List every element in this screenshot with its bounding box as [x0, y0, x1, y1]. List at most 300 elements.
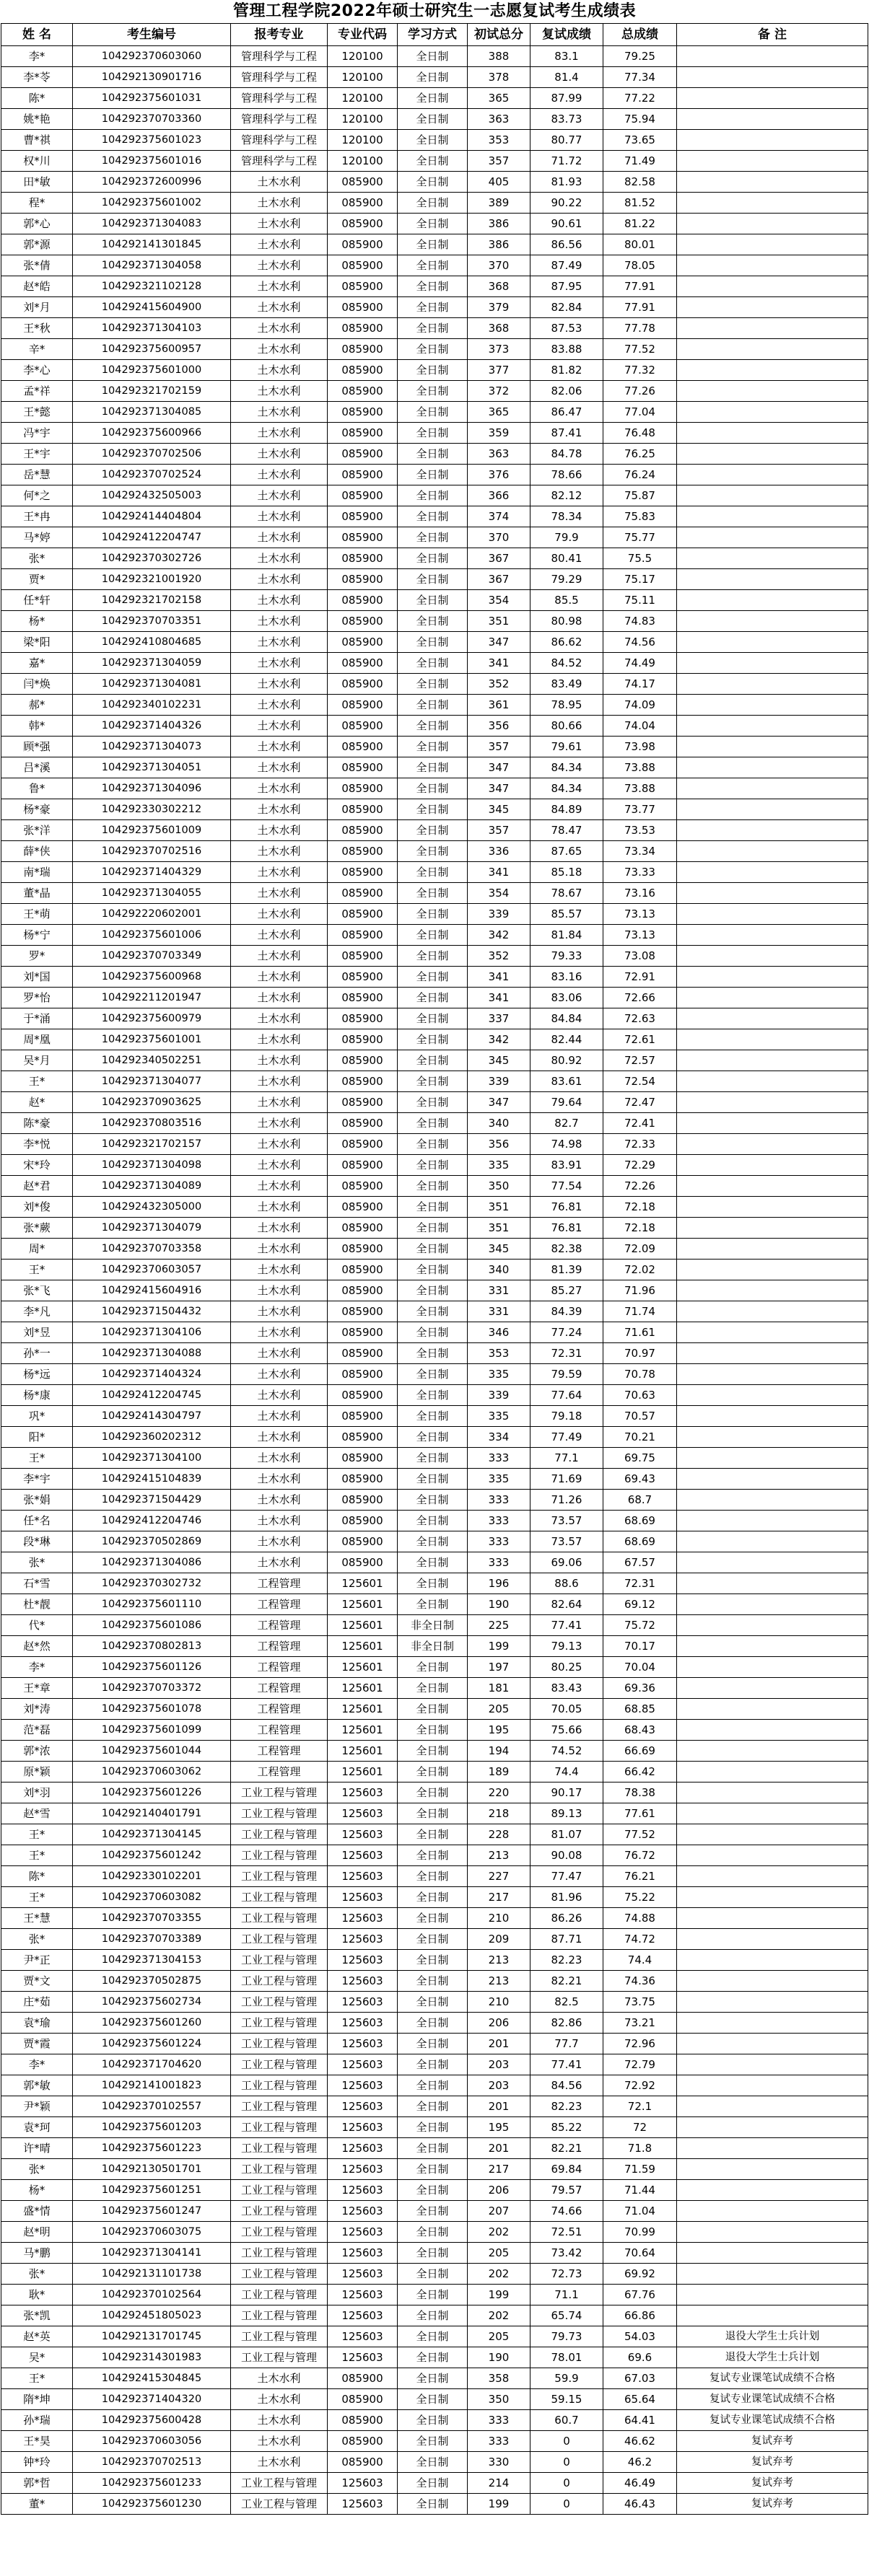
cell-initial-score: 345 [468, 799, 530, 820]
cell-study-mode: 全日制 [398, 1385, 468, 1406]
table-row [1, 1322, 868, 1343]
cell-initial-score: 341 [468, 967, 530, 988]
cell-exam-id: 104292371304081 [73, 674, 231, 695]
cell-remarks [677, 193, 868, 214]
cell-major: 工程管理 [231, 1594, 328, 1615]
cell-major-code: 085900 [328, 946, 398, 967]
cell-name: 孙*瑞 [1, 2410, 73, 2431]
table-row [1, 1824, 868, 1845]
cell-remarks [677, 1552, 868, 1573]
cell-remarks [677, 1699, 868, 1720]
cell-total-score: 74.88 [603, 1908, 677, 1929]
cell-name: 王* [1, 1260, 73, 1280]
table-row [1, 904, 868, 925]
cell-remarks [677, 2243, 868, 2264]
cell-exam-id: 104292370502875 [73, 1971, 231, 1992]
cell-remarks [677, 1866, 868, 1887]
cell-name: 赵*英 [1, 2326, 73, 2347]
cell-major-code: 120100 [328, 88, 398, 109]
cell-exam-id: 104292360202312 [73, 1427, 231, 1448]
cell-major-code: 125603 [328, 2034, 398, 2054]
cell-initial-score: 350 [468, 1176, 530, 1197]
cell-total-score: 72.79 [603, 2054, 677, 2075]
table-row [1, 2305, 868, 2326]
cell-major-code: 125603 [328, 2243, 398, 2264]
table-row [1, 1908, 868, 1929]
cell-retest-score: 84.78 [530, 444, 603, 465]
score-table [1, 23, 868, 2515]
cell-total-score: 73.75 [603, 1992, 677, 2013]
cell-initial-score: 209 [468, 1929, 530, 1950]
cell-study-mode: 全日制 [398, 1176, 468, 1197]
cell-initial-score: 333 [468, 2410, 530, 2431]
cell-total-score: 67.57 [603, 1552, 677, 1573]
cell-retest-score: 83.61 [530, 1071, 603, 1092]
cell-retest-score: 73.57 [530, 1511, 603, 1531]
cell-study-mode: 全日制 [398, 255, 468, 276]
cell-remarks [677, 1260, 868, 1280]
cell-study-mode: 全日制 [398, 1971, 468, 1992]
cell-major-code: 085900 [328, 234, 398, 255]
cell-name: 杨*康 [1, 1385, 73, 1406]
cell-name: 赵* [1, 1092, 73, 1113]
cell-study-mode: 全日制 [398, 1950, 468, 1971]
cell-major-code: 085900 [328, 1176, 398, 1197]
cell-study-mode: 全日制 [398, 1992, 468, 2013]
cell-remarks [677, 1469, 868, 1490]
cell-initial-score: 361 [468, 695, 530, 716]
cell-study-mode: 全日制 [398, 1008, 468, 1029]
cell-study-mode: 全日制 [398, 1511, 468, 1531]
cell-study-mode: 全日制 [398, 234, 468, 255]
cell-remarks [677, 590, 868, 611]
cell-total-score: 77.04 [603, 402, 677, 423]
cell-name: 王* [1, 2368, 73, 2389]
cell-name: 李*宇 [1, 1469, 73, 1490]
cell-initial-score: 367 [468, 548, 530, 569]
cell-exam-id: 104292375600428 [73, 2410, 231, 2431]
cell-exam-id: 104292131701745 [73, 2326, 231, 2347]
cell-remarks [677, 402, 868, 423]
cell-study-mode: 全日制 [398, 1155, 468, 1176]
cell-major-code: 125603 [328, 1803, 398, 1824]
cell-study-mode: 全日制 [398, 2264, 468, 2285]
cell-initial-score: 354 [468, 883, 530, 904]
cell-name: 姚*艳 [1, 109, 73, 130]
table-row [1, 1552, 868, 1573]
cell-major-code: 085900 [328, 1050, 398, 1071]
cell-major: 土木水利 [231, 590, 328, 611]
cell-major-code: 085900 [328, 757, 398, 778]
cell-retest-score: 80.25 [530, 1657, 603, 1678]
cell-remarks [677, 1029, 868, 1050]
cell-study-mode: 全日制 [398, 862, 468, 883]
table-row [1, 1573, 868, 1594]
cell-initial-score: 202 [468, 2305, 530, 2326]
table-row [1, 1511, 868, 1531]
cell-major: 管理科学与工程 [231, 151, 328, 172]
cell-exam-id: 104292371504429 [73, 1490, 231, 1511]
cell-study-mode: 全日制 [398, 1594, 468, 1615]
cell-initial-score: 335 [468, 1469, 530, 1490]
cell-exam-id: 104292375601224 [73, 2034, 231, 2054]
cell-retest-score: 86.62 [530, 632, 603, 653]
cell-name: 罗* [1, 946, 73, 967]
cell-exam-id: 104292130901716 [73, 67, 231, 88]
cell-name: 李* [1, 46, 73, 67]
table-row [1, 632, 868, 653]
cell-remarks [677, 1929, 868, 1950]
cell-major-code: 085900 [328, 318, 398, 339]
cell-major: 土木水利 [231, 925, 328, 946]
header-row [1, 24, 868, 46]
cell-total-score: 73.08 [603, 946, 677, 967]
cell-major: 工业工程与管理 [231, 1824, 328, 1845]
cell-remarks [677, 904, 868, 925]
cell-name: 张* [1, 548, 73, 569]
cell-initial-score: 220 [468, 1782, 530, 1803]
cell-remarks [677, 1092, 868, 1113]
cell-major-code: 125603 [328, 2180, 398, 2201]
table-row [1, 1845, 868, 1866]
table-row [1, 46, 868, 67]
table-row [1, 1385, 868, 1406]
cell-remarks [677, 1657, 868, 1678]
cell-remarks [677, 1050, 868, 1071]
cell-initial-score: 333 [468, 2431, 530, 2452]
cell-major-code: 125601 [328, 1615, 398, 1636]
cell-retest-score: 77.64 [530, 1385, 603, 1406]
cell-remarks [677, 799, 868, 820]
cell-retest-score: 71.72 [530, 151, 603, 172]
cell-name: 嘉* [1, 653, 73, 674]
cell-total-score: 75.17 [603, 569, 677, 590]
cell-total-score: 71.04 [603, 2201, 677, 2222]
cell-name: 郭*心 [1, 214, 73, 234]
cell-study-mode: 全日制 [398, 988, 468, 1008]
cell-total-score: 73.98 [603, 737, 677, 757]
cell-total-score: 78.38 [603, 1782, 677, 1803]
cell-initial-score: 333 [468, 1448, 530, 1469]
cell-name: 顾*强 [1, 737, 73, 757]
cell-study-mode: 全日制 [398, 1678, 468, 1699]
cell-major: 土木水利 [231, 465, 328, 485]
cell-exam-id: 104292375601203 [73, 2117, 231, 2138]
cell-major-code: 125603 [328, 2494, 398, 2515]
cell-major-code: 085900 [328, 1155, 398, 1176]
cell-retest-score: 59.15 [530, 2389, 603, 2410]
cell-major-code: 125603 [328, 2326, 398, 2347]
cell-study-mode: 全日制 [398, 1427, 468, 1448]
table-row [1, 130, 868, 151]
cell-initial-score: 339 [468, 904, 530, 925]
table-row [1, 1636, 868, 1657]
table-row [1, 1071, 868, 1092]
cell-name: 李*心 [1, 360, 73, 381]
cell-major: 工程管理 [231, 1615, 328, 1636]
cell-major-code: 125603 [328, 1782, 398, 1803]
cell-initial-score: 334 [468, 1427, 530, 1448]
cell-total-score: 68.43 [603, 1720, 677, 1741]
cell-major: 管理科学与工程 [231, 88, 328, 109]
cell-retest-score: 82.7 [530, 1113, 603, 1134]
cell-study-mode: 全日制 [398, 799, 468, 820]
cell-major: 工业工程与管理 [231, 2180, 328, 2201]
cell-exam-id: 104292375601000 [73, 360, 231, 381]
cell-study-mode: 全日制 [398, 2410, 468, 2431]
cell-remarks [677, 88, 868, 109]
cell-retest-score: 77.1 [530, 1448, 603, 1469]
cell-retest-score: 80.77 [530, 130, 603, 151]
cell-remarks [677, 1678, 868, 1699]
cell-remarks [677, 2305, 868, 2326]
cell-total-score: 67.03 [603, 2368, 677, 2389]
cell-total-score: 78.05 [603, 255, 677, 276]
cell-retest-score: 80.41 [530, 548, 603, 569]
cell-initial-score: 386 [468, 214, 530, 234]
cell-total-score: 73.33 [603, 862, 677, 883]
cell-initial-score: 339 [468, 1071, 530, 1092]
cell-initial-score: 386 [468, 234, 530, 255]
cell-name: 范*磊 [1, 1720, 73, 1741]
cell-retest-score: 81.07 [530, 1824, 603, 1845]
cell-remarks [677, 1008, 868, 1029]
cell-exam-id: 104292375601233 [73, 2473, 231, 2494]
cell-exam-id: 104292375601230 [73, 2494, 231, 2515]
cell-total-score: 70.64 [603, 2243, 677, 2264]
cell-initial-score: 213 [468, 1971, 530, 1992]
cell-exam-id: 104292371404326 [73, 716, 231, 737]
cell-name: 吴*月 [1, 1050, 73, 1071]
cell-remarks [677, 46, 868, 67]
cell-retest-score: 83.1 [530, 46, 603, 67]
cell-remarks [677, 1490, 868, 1511]
header-major-code: 专业代码 [328, 24, 398, 46]
cell-retest-score: 73.42 [530, 2243, 603, 2264]
cell-initial-score: 377 [468, 360, 530, 381]
cell-total-score: 72.66 [603, 988, 677, 1008]
cell-retest-score: 78.34 [530, 506, 603, 527]
table-row [1, 1029, 868, 1050]
cell-name: 王*冉 [1, 506, 73, 527]
cell-retest-score: 87.65 [530, 841, 603, 862]
cell-total-score: 69.36 [603, 1678, 677, 1699]
cell-retest-score: 78.95 [530, 695, 603, 716]
cell-initial-score: 210 [468, 1992, 530, 2013]
cell-study-mode: 全日制 [398, 1406, 468, 1427]
cell-total-score: 72.33 [603, 1134, 677, 1155]
cell-name: 冯*宇 [1, 423, 73, 444]
cell-total-score: 77.26 [603, 381, 677, 402]
cell-name: 田*敏 [1, 172, 73, 193]
cell-remarks [677, 757, 868, 778]
cell-exam-id: 104292371304079 [73, 1218, 231, 1239]
cell-retest-score: 79.61 [530, 737, 603, 757]
cell-total-score: 46.62 [603, 2431, 677, 2452]
cell-total-score: 77.52 [603, 1824, 677, 1845]
cell-name: 梁*阳 [1, 632, 73, 653]
cell-name: 贾* [1, 569, 73, 590]
cell-exam-id: 104292321001920 [73, 569, 231, 590]
table-row [1, 548, 868, 569]
cell-name: 辛* [1, 339, 73, 360]
cell-initial-score: 195 [468, 1720, 530, 1741]
cell-major: 工程管理 [231, 1573, 328, 1594]
cell-exam-id: 104292371304085 [73, 402, 231, 423]
cell-exam-id: 104292370502869 [73, 1531, 231, 1552]
cell-remarks: 复试弃考 [677, 2494, 868, 2515]
cell-retest-score: 90.17 [530, 1782, 603, 1803]
cell-major-code: 085900 [328, 1427, 398, 1448]
cell-major: 土木水利 [231, 360, 328, 381]
cell-major-code: 085900 [328, 1113, 398, 1134]
cell-retest-score: 85.22 [530, 2117, 603, 2138]
cell-major-code: 085900 [328, 1322, 398, 1343]
cell-total-score: 70.99 [603, 2222, 677, 2243]
cell-remarks [677, 653, 868, 674]
cell-major-code: 125601 [328, 1573, 398, 1594]
table-row [1, 2473, 868, 2494]
cell-study-mode: 全日制 [398, 2368, 468, 2389]
cell-major-code: 085900 [328, 1343, 398, 1364]
cell-exam-id: 104292415604916 [73, 1280, 231, 1301]
cell-name: 郭*源 [1, 234, 73, 255]
cell-exam-id: 104292432305000 [73, 1197, 231, 1218]
cell-exam-id: 104292371404324 [73, 1364, 231, 1385]
cell-major-code: 085900 [328, 1448, 398, 1469]
cell-retest-score: 0 [530, 2494, 603, 2515]
cell-remarks [677, 2201, 868, 2222]
cell-major-code: 125603 [328, 1992, 398, 2013]
table-row [1, 590, 868, 611]
cell-major: 土木水利 [231, 423, 328, 444]
cell-initial-score: 353 [468, 1343, 530, 1364]
cell-study-mode: 全日制 [398, 297, 468, 318]
cell-major-code: 085900 [328, 402, 398, 423]
cell-major: 土木水利 [231, 757, 328, 778]
table-row [1, 778, 868, 799]
cell-major-code: 085900 [328, 569, 398, 590]
cell-study-mode: 全日制 [398, 1029, 468, 1050]
cell-retest-score: 86.47 [530, 402, 603, 423]
cell-major: 土木水利 [231, 988, 328, 1008]
header-retest-score: 复试成绩 [530, 24, 603, 46]
cell-remarks [677, 151, 868, 172]
cell-total-score: 54.03 [603, 2326, 677, 2347]
cell-name: 隋*坤 [1, 2389, 73, 2410]
cell-initial-score: 347 [468, 757, 530, 778]
table-row [1, 1887, 868, 1908]
cell-total-score: 70.78 [603, 1364, 677, 1385]
cell-exam-id: 104292370702506 [73, 444, 231, 465]
cell-major-code: 125601 [328, 1699, 398, 1720]
cell-initial-score: 359 [468, 423, 530, 444]
cell-name: 郭*哲 [1, 2473, 73, 2494]
cell-name: 赵*然 [1, 1636, 73, 1657]
cell-retest-score: 79.57 [530, 2180, 603, 2201]
cell-exam-id: 104292370603075 [73, 2222, 231, 2243]
cell-total-score: 74.36 [603, 1971, 677, 1992]
table-row [1, 193, 868, 214]
cell-exam-id: 104292370302726 [73, 548, 231, 569]
cell-study-mode: 全日制 [398, 1866, 468, 1887]
table-row [1, 527, 868, 548]
cell-name: 袁*珂 [1, 2117, 73, 2138]
cell-name: 庄*茹 [1, 1992, 73, 2013]
cell-initial-score: 358 [468, 2368, 530, 2389]
cell-total-score: 77.52 [603, 339, 677, 360]
cell-remarks [677, 1803, 868, 1824]
table-row [1, 444, 868, 465]
cell-major-code: 085900 [328, 841, 398, 862]
cell-retest-score: 82.06 [530, 381, 603, 402]
header-initial-score: 初试总分 [468, 24, 530, 46]
cell-name: 宋*玲 [1, 1155, 73, 1176]
cell-remarks [677, 423, 868, 444]
cell-major: 土木水利 [231, 1239, 328, 1260]
cell-major-code: 125603 [328, 1950, 398, 1971]
cell-initial-score: 370 [468, 527, 530, 548]
cell-exam-id: 104292375601099 [73, 1720, 231, 1741]
cell-retest-score: 75.66 [530, 1720, 603, 1741]
table-row [1, 1406, 868, 1427]
cell-retest-score: 87.53 [530, 318, 603, 339]
cell-remarks [677, 1950, 868, 1971]
cell-major-code: 125603 [328, 2473, 398, 2494]
cell-total-score: 72.18 [603, 1197, 677, 1218]
cell-study-mode: 全日制 [398, 653, 468, 674]
cell-major: 工业工程与管理 [231, 1950, 328, 1971]
cell-major: 土木水利 [231, 1385, 328, 1406]
cell-exam-id: 104292371704620 [73, 2054, 231, 2075]
cell-name: 袁*瑜 [1, 2013, 73, 2034]
cell-total-score: 73.21 [603, 2013, 677, 2034]
cell-major: 工业工程与管理 [231, 2013, 328, 2034]
cell-exam-id: 104292375601251 [73, 2180, 231, 2201]
cell-initial-score: 405 [468, 172, 530, 193]
cell-study-mode: 全日制 [398, 360, 468, 381]
cell-retest-score: 79.64 [530, 1092, 603, 1113]
table-row [1, 151, 868, 172]
cell-name: 陈* [1, 1866, 73, 1887]
table-row [1, 214, 868, 234]
cell-study-mode: 全日制 [398, 2138, 468, 2159]
table-row [1, 465, 868, 485]
cell-major: 土木水利 [231, 1531, 328, 1552]
cell-remarks [677, 1782, 868, 1803]
cell-name: 刘*昱 [1, 1322, 73, 1343]
cell-name: 岳*慧 [1, 465, 73, 485]
cell-exam-id: 104292371304145 [73, 1824, 231, 1845]
cell-total-score: 72.41 [603, 1113, 677, 1134]
cell-major-code: 125603 [328, 2222, 398, 2243]
cell-name: 郭*敏 [1, 2075, 73, 2096]
cell-major-code: 085900 [328, 611, 398, 632]
cell-name: 刘*俊 [1, 1197, 73, 1218]
cell-retest-score: 60.7 [530, 2410, 603, 2431]
cell-exam-id: 104292370603057 [73, 1260, 231, 1280]
cell-name: 王*慧 [1, 1908, 73, 1929]
cell-exam-id: 104292131101738 [73, 2264, 231, 2285]
cell-exam-id: 104292375601031 [73, 88, 231, 109]
cell-exam-id: 104292370703351 [73, 611, 231, 632]
table-row [1, 611, 868, 632]
cell-name: 周* [1, 1239, 73, 1260]
cell-initial-score: 333 [468, 1511, 530, 1531]
cell-major: 工业工程与管理 [231, 2096, 328, 2117]
table-row [1, 1260, 868, 1280]
cell-major-code: 125603 [328, 2013, 398, 2034]
